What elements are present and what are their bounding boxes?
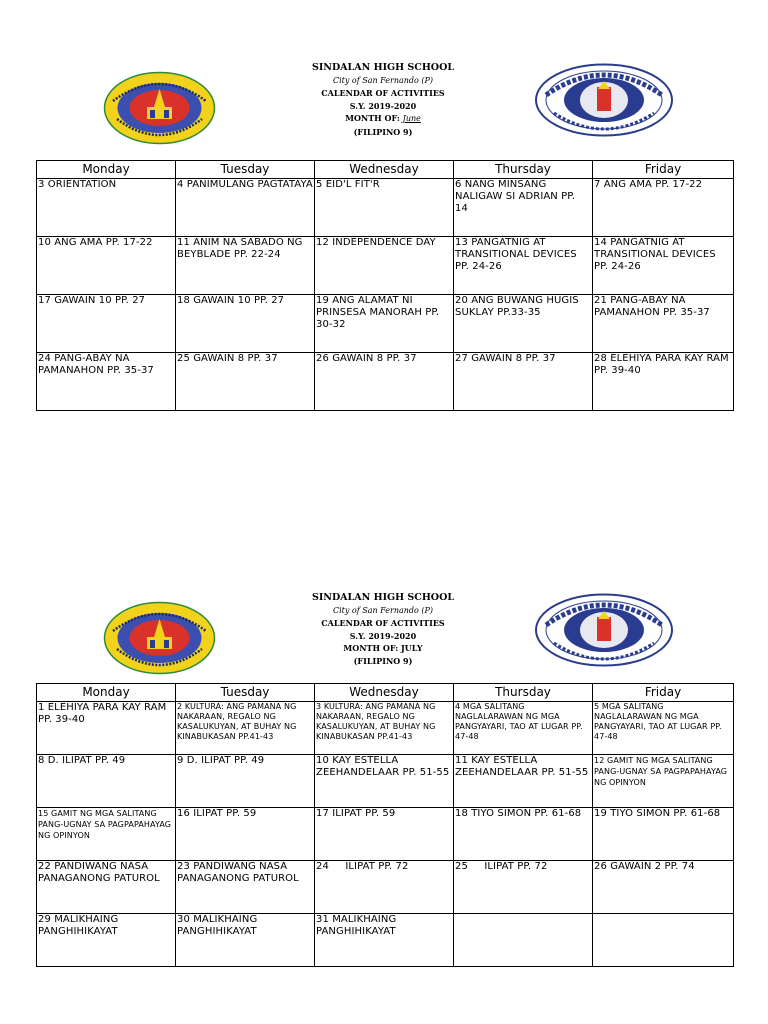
day-cell: 16 ILIPAT PP. 59 (176, 808, 315, 861)
day-cell: 15 GAMIT NG MGA SALITANG PANG-UGNAY SA PAGPAPAHAYAG NG OPINYON (37, 808, 176, 861)
day-cell: 10 KAY ESTELLA ZEEHANDELAAR PP. 51-55 (315, 755, 454, 808)
weekday-header: Thursday (454, 684, 593, 702)
day-cell (454, 914, 593, 967)
month-prefix: MONTH OF: (343, 643, 399, 653)
weekday-header: Tuesday (176, 684, 315, 702)
day-cell: 11 KAY ESTELLA ZEEHANDELAAR PP. 51-55 (454, 755, 593, 808)
school-year: S.Y. 2019-2020 (349, 630, 417, 641)
calendar-table-june (36, 160, 734, 411)
day-cell: 8 D. ILIPAT PP. 49 (37, 755, 176, 808)
day-cell: 17 GAWAIN 10 PP. 27 (37, 295, 176, 353)
day-cell: 12 GAMIT NG MGA SALITANG PANG-UGNAY SA PAGPAPAHAYAG NG OPINYON (593, 755, 734, 808)
day-cell: 5 EID'L FIT'R (315, 179, 454, 237)
month-prefix: MONTH OF: (345, 113, 400, 123)
weekday-header: Friday (593, 684, 734, 702)
weekday-header: Monday (37, 684, 176, 702)
month-value: June (402, 114, 421, 123)
day-cell: 12 INDEPENDENCE DAY (315, 237, 454, 295)
day-cell: 5 MGA SALITANG NAGLALARAWAN NG MGA PANGYAYARI, TAO AT LUGAR PP. 47-48 (593, 702, 734, 755)
day-cell: 11 ANIM NA SABADO NG BEYBLADE PP. 22-24 (176, 237, 315, 295)
school-year: S.Y. 2019-2020 (349, 100, 417, 111)
calendar-title: CALENDAR OF ACTIVITIES (321, 618, 445, 628)
day-cell: 9 D. ILIPAT PP. 49 (176, 755, 315, 808)
day-cell: 31 MALIKHAING PANGHIHIKAYAT (315, 914, 454, 967)
weekday-header: Thursday (454, 161, 593, 179)
day-cell: 24 PANG-ABAY NA PAMANAHON PP. 35-37 (37, 353, 176, 411)
month-value: JULY (400, 643, 423, 653)
city-name: City of San Fernando (P) (332, 75, 434, 85)
header-text (283, 62, 483, 138)
day-cell: 25 GAWAIN 8 PP. 37 (176, 353, 315, 411)
day-cell: 24 ILIPAT PP. 72 (315, 861, 454, 914)
day-cell: 6 NANG MINSANG NALIGAW SI ADRIAN PP. 14 (454, 179, 593, 237)
week-row (37, 861, 734, 914)
division-of-city-schools-seal-icon (103, 71, 216, 145)
day-cell: 1 ELEHIYA PARA KAY RAM PP. 39-40 (37, 702, 176, 755)
day-cell: 4 MGA SALITANG NAGLALARAWAN NG MGA PANGYAYARI, TAO AT LUGAR PP. 47-48 (454, 702, 593, 755)
week-row (37, 179, 734, 237)
weekday-header: Monday (37, 161, 176, 179)
day-cell: 29 MALIKHAING PANGHIHIKAYAT (37, 914, 176, 967)
day-cell: 19 TIYO SIMON PP. 61-68 (593, 808, 734, 861)
weekday-header: Friday (593, 161, 734, 179)
week-row (37, 295, 734, 353)
day-cell: 18 TIYO SIMON PP. 61-68 (454, 808, 593, 861)
calendar-title: CALENDAR OF ACTIVITIES (321, 88, 445, 98)
day-cell: 7 ANG AMA PP. 17-22 (593, 179, 734, 237)
city-name: City of San Fernando (P) (332, 605, 434, 615)
day-cell: 3 KULTURA: ANG PAMANA NG NAKARAAN, REGALO NG KASALUKUYAN, AT BUHAY NG KINABUKASAN PP.41-43 (315, 702, 454, 755)
day-cell: 20 ANG BUWANG HUGIS SUKLAY PP.33-35 (454, 295, 593, 353)
kagawaran-ng-edukasyon-seal-icon (534, 63, 674, 137)
calendar-table-july (36, 683, 734, 967)
day-cell: 10 ANG AMA PP. 17-22 (37, 237, 176, 295)
division-of-city-schools-seal-icon (103, 601, 216, 675)
day-cell: 19 ANG ALAMAT NI PRINSESA MANORAH PP. 30-32 (315, 295, 454, 353)
week-row (37, 702, 734, 755)
weekday-header-row (37, 161, 734, 179)
day-cell: 23 PANDIWANG NASA PANAGANONG PATUROL (176, 861, 315, 914)
day-cell: 13 PANGATNIG AT TRANSITIONAL DEVICES PP. 24-26 (454, 237, 593, 295)
week-row (37, 914, 734, 967)
month-line (283, 642, 483, 655)
day-cell: 3 ORIENTATION (37, 179, 176, 237)
month-line (283, 112, 483, 126)
kagawaran-ng-edukasyon-seal-icon (534, 593, 674, 667)
school-name: SINDALAN HIGH SCHOOL (311, 592, 455, 603)
header-text (283, 592, 483, 667)
day-cell: 4 PANIMULANG PAGTATAYA (176, 179, 315, 237)
day-cell: 27 GAWAIN 8 PP. 37 (454, 353, 593, 411)
day-cell (593, 914, 734, 967)
day-cell: 2 KULTURA: ANG PAMANA NG NAKARAAN, REGALO NG KASALUKUYAN, AT BUHAY NG KINABUKASAN PP.41-43 (176, 702, 315, 755)
day-cell: 26 GAWAIN 8 PP. 37 (315, 353, 454, 411)
weekday-header: Wednesday (315, 161, 454, 179)
school-name: SINDALAN HIGH SCHOOL (311, 62, 455, 73)
week-row (37, 755, 734, 808)
weekday-header: Wednesday (315, 684, 454, 702)
day-cell: 21 PANG-ABAY NA PAMANAHON PP. 35-37 (593, 295, 734, 353)
day-cell: 25 ILIPAT PP. 72 (454, 861, 593, 914)
weekday-header-row (37, 684, 734, 702)
weekday-header: Tuesday (176, 161, 315, 179)
day-cell: 30 MALIKHAING PANGHIHIKAYAT (176, 914, 315, 967)
day-cell: 18 GAWAIN 10 PP. 27 (176, 295, 315, 353)
day-cell: 28 ELEHIYA PARA KAY RAM PP. 39-40 (593, 353, 734, 411)
day-cell: 17 ILIPAT PP. 59 (315, 808, 454, 861)
day-cell: 14 PANGATNIG AT TRANSITIONAL DEVICES PP. 24-26 (593, 237, 734, 295)
subject: (FILIPINO 9) (353, 126, 413, 137)
day-cell: 26 GAWAIN 2 PP. 74 (593, 861, 734, 914)
week-row (37, 808, 734, 861)
week-row (37, 353, 734, 411)
day-cell: 22 PANDIWANG NASA PANAGANONG PATUROL (37, 861, 176, 914)
subject: (FILIPINO 9) (353, 655, 413, 666)
week-row (37, 237, 734, 295)
